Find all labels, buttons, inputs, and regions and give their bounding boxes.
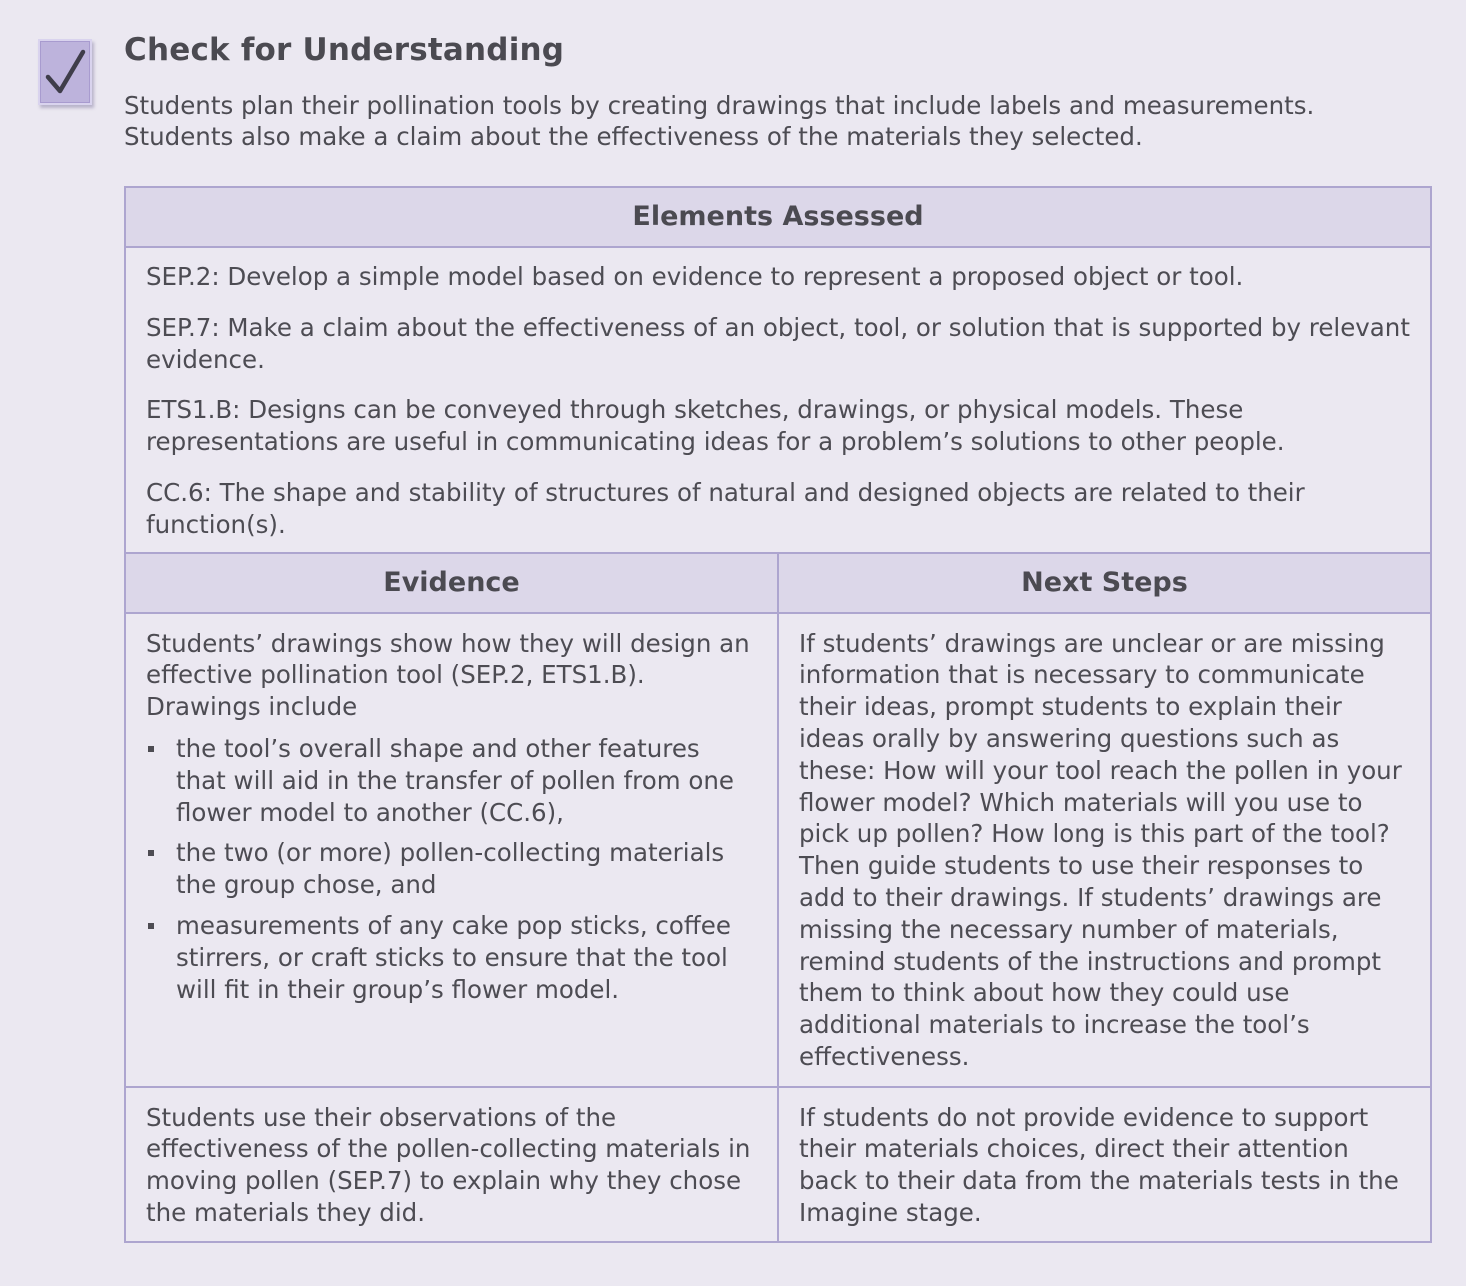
page-title: Check for Understanding xyxy=(124,32,565,68)
evidence-text: Students use their observations of the effectiveness of the pollen-collecting materials in moving pollen (SEP.7) to explain why they chose the materials they did. xyxy=(146,1102,751,1227)
list-item: the two (or more) pollen-collecting materials the group chose, and xyxy=(146,837,757,901)
next-steps-cell xyxy=(778,1087,1431,1242)
elements-assessed-heading: Elements Assessed xyxy=(125,187,1431,247)
intro-text: Students plan their pollination tools by creating drawings that include labels and measurements. Students also make a claim about the effectiveness of the materials they selected. xyxy=(124,91,1315,151)
evidence-heading: Evidence xyxy=(125,553,778,613)
evidence-intro: Students’ drawings show how they will design an effective pollination tool (SEP.2, ETS1.B). Drawings include xyxy=(146,628,750,722)
next-steps-cell xyxy=(778,613,1431,1087)
column-header-row xyxy=(125,553,1431,613)
evidence-bullet-list xyxy=(146,733,757,1005)
element-sep7: SEP.7: Make a claim about the effectiveness of an object, tool, or solution that is supported by relevant evidence. xyxy=(146,312,1410,374)
evidence-cell xyxy=(125,1087,778,1242)
table-row xyxy=(125,1087,1431,1242)
elements-row xyxy=(125,247,1431,553)
list-item: the tool’s overall shape and other features that will aid in the transfer of pollen from one flower model to another (CC.6), xyxy=(146,733,757,828)
next-steps-heading: Next Steps xyxy=(778,553,1431,613)
evidence-cell xyxy=(125,613,778,1087)
checkmark-icon xyxy=(40,41,90,103)
element-sep2: SEP.2: Develop a simple model based on evidence to represent a proposed object or tool. xyxy=(146,262,1244,291)
next-steps-text: If students do not provide evidence to support their materials choices, direct their attention back to their data from the materials tests in the Imagine stage. xyxy=(799,1102,1399,1227)
element-ets1b: ETS1.B: Designs can be conveyed through sketches, drawings, or physical models. These representations are useful in communicating ideas for a problem’s solutions to other people. xyxy=(146,395,1285,457)
table-row xyxy=(125,613,1431,1087)
list-item: measurements of any cake pop sticks, coffee stirrers, or craft sticks to ensure that the tool will fit in their group’s flower model. xyxy=(146,910,757,1005)
elements-cell xyxy=(125,247,1431,553)
next-steps-text: If students’ drawings are unclear or are missing information that is necessary to communicate their ideas, prompt students to explain their ideas orally by answering questions such as these: How will your tool reach the pollen in your flower model? Which materials will you use to pick up pollen? How long is this part of the tool? Then guide students to use their responses to add to their drawings. If students’ drawings are missing the necessary number of materials, remind students of the instructions and prompt them to think about how they could use additional materials to increase the tool’s effectiveness. xyxy=(799,628,1402,1071)
elements-header-row xyxy=(125,187,1431,247)
checkmark-box xyxy=(38,39,92,105)
assessment-table xyxy=(124,186,1432,1243)
element-cc6: CC.6: The shape and stability of structures of natural and designed objects are related to their function(s). xyxy=(146,477,1305,539)
